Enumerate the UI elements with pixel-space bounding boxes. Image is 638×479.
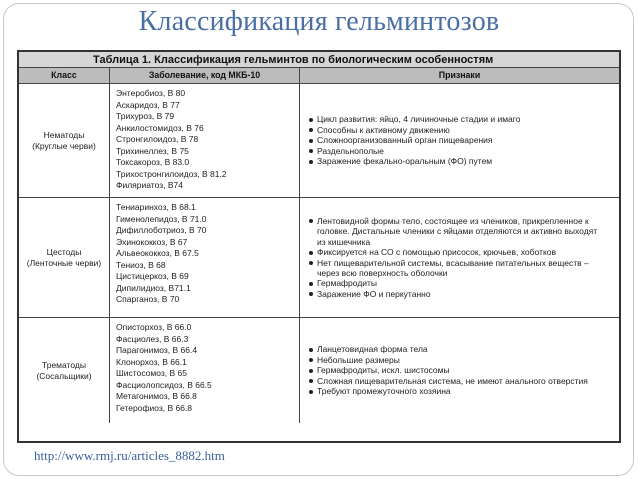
disease-item: Дифиллоботриоз, B 70 <box>116 225 207 235</box>
header-class: Класс <box>51 70 77 80</box>
feature-item: Заражение ФО и перкутанно <box>308 289 619 299</box>
table-row-cestodes <box>19 198 619 318</box>
source-link[interactable]: http://www.rmj.ru/articles_8882.htm <box>34 448 225 463</box>
class-cell <box>19 198 109 317</box>
disease-item: Эхинококкоз, B 67 <box>116 236 188 247</box>
disease-item: Тениоз, B 68 <box>116 259 166 270</box>
class-common-name: (Ленточные черви) <box>26 257 102 268</box>
feature-item: Фиксируется на СО с помощью присосок, крючьев, хоботков <box>308 247 619 257</box>
feature-item: Сложноорганизованный орган пищеварения <box>308 135 619 145</box>
class-name: Цестоды <box>46 247 82 258</box>
feature-item: Ланцетовидная форма тела <box>308 344 619 354</box>
header-features: Признаки <box>299 68 619 83</box>
disease-item: Спарганоз, B 70 <box>116 294 180 304</box>
feature-item-continuation: головке. Дистальные членики с яйцами отделяются и активно выходят <box>317 226 598 237</box>
feature-item: Нет пищеварительной системы, всасывание питательных веществ – <box>308 258 619 268</box>
feature-item: Гермафродиты, искл. шистосомы <box>308 365 619 375</box>
disease-cell <box>109 318 299 423</box>
disease-item: Энтеробиоз, B 80 <box>116 88 186 98</box>
disease-item: Фасциолопсидоз, B 66.5 <box>116 379 212 390</box>
class-name: Нематоды <box>43 130 85 141</box>
class-common-name: (Сосальщики) <box>36 370 92 381</box>
features-cell <box>299 84 619 197</box>
disease-item: Тениаринхоз, B 68.1 <box>116 202 196 212</box>
feature-item: Способны к активному движению <box>308 125 619 135</box>
disease-item: Фасциолез, B 66.3 <box>116 333 189 344</box>
classification-table <box>17 50 621 443</box>
disease-item: Трихостронгилоидоз, B 81.2 <box>116 168 227 179</box>
disease-item: Альвеококкоз, B 67.5 <box>116 248 199 258</box>
feature-item: Гермафродиты <box>308 278 619 288</box>
disease-item: Трихуроз, B 79 <box>116 111 175 121</box>
disease-item: Описторхоз, B 66.0 <box>116 322 192 332</box>
slide-title: Классификация гельминтозов <box>138 6 500 37</box>
feature-item: Заражение фекально-оральным (ФО) путем <box>308 156 619 166</box>
disease-item: Анкилостомидоз, B 76 <box>116 122 204 133</box>
disease-item: Дипилидиоз, B71.1 <box>116 282 191 293</box>
disease-item: Цистицеркоз, B 69 <box>116 271 189 281</box>
table-caption: Таблица 1. Классификация гельминтов по биологическим особенностям <box>19 52 619 68</box>
table-row-nematodes <box>19 84 619 198</box>
feature-item-continuation: через всю поверхность оболочки <box>317 267 448 278</box>
class-cell <box>19 84 109 197</box>
class-cell <box>19 318 109 423</box>
disease-item: Метагонимоз, B 66.8 <box>116 391 197 401</box>
disease-item: Стронгилоидоз, B 78 <box>116 134 199 144</box>
disease-cell <box>109 198 299 317</box>
disease-cell <box>109 84 299 197</box>
feature-item-continuation: из кишечника <box>317 236 371 247</box>
disease-item: Парагонимоз, B 66.4 <box>116 345 198 355</box>
feature-item: Небольшие размеры <box>308 355 619 365</box>
feature-item: Цикл развития: яйцо, 4 личиночные стадии и имаго <box>308 114 619 124</box>
disease-item: Шистосомоз, B 65 <box>116 368 187 378</box>
feature-item: Требуют промежуточного хозяина <box>308 386 619 396</box>
class-name: Трематоды <box>42 360 86 371</box>
disease-item: Филяриатоз, B74 <box>116 180 183 190</box>
disease-item: Клонорхоз, B 66.1 <box>116 356 187 367</box>
disease-item: Трихинеллез, B 75 <box>116 145 189 156</box>
header-disease: Заболевание, код МКБ-10 <box>109 68 299 83</box>
features-cell <box>299 198 619 317</box>
disease-item: Аскаридоз, B 77 <box>116 99 180 110</box>
disease-item: Гетерофиоз, B 66.8 <box>116 402 193 413</box>
table-row-trematodes <box>19 318 619 423</box>
table-header-row <box>19 68 619 84</box>
disease-item: Гименолепидоз, B 71.0 <box>116 213 207 224</box>
features-cell <box>299 318 619 423</box>
feature-item: Раздельнополые <box>308 146 619 156</box>
feature-item: Сложная пищеварительная система, не имеют анального отверстия <box>308 376 619 386</box>
feature-item: Лентовидной формы тело, состоящее из члеников, прикрепленное к <box>308 216 619 226</box>
disease-item: Токсакороз, B 83.0 <box>116 157 190 167</box>
class-common-name: (Круглые черви) <box>32 140 96 151</box>
